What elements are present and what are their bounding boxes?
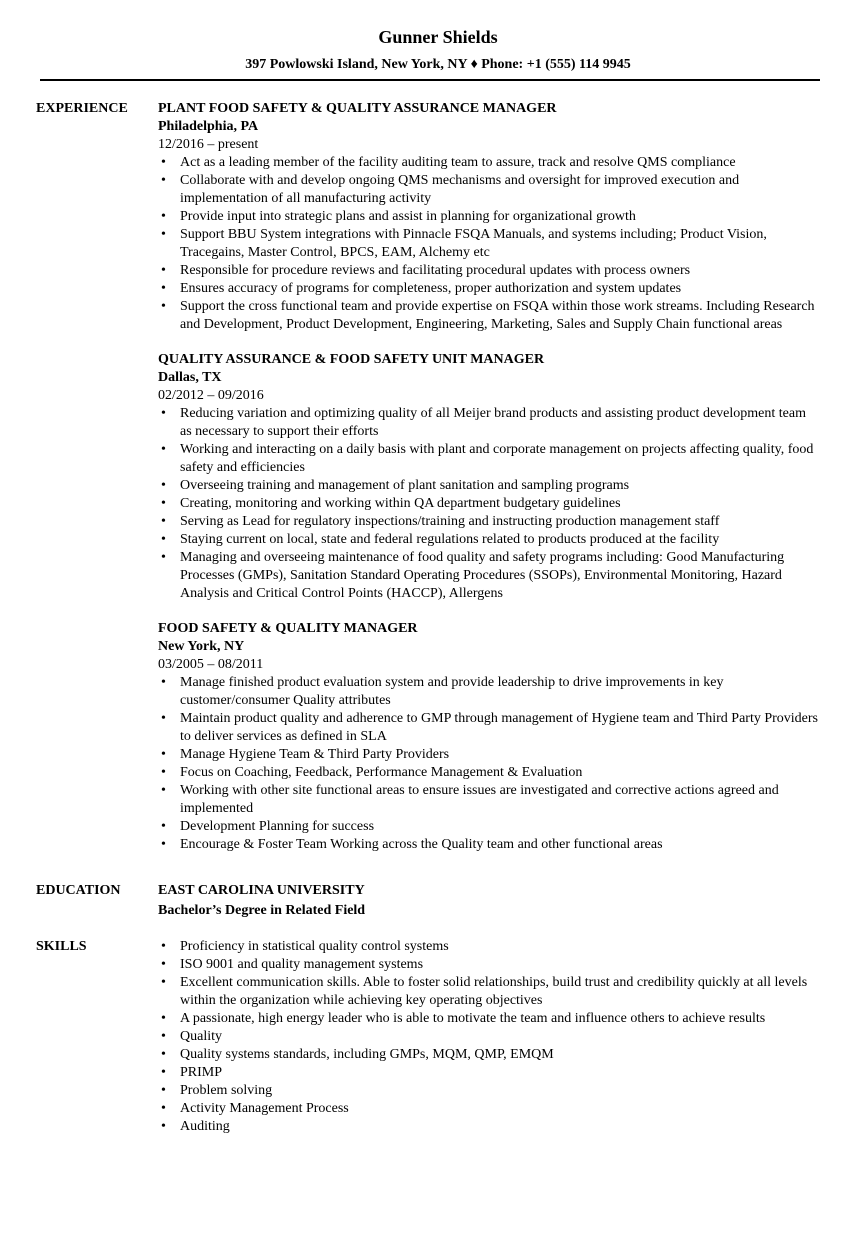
list-item: • Focus on Coaching, Feedback, Performance Management & Evaluation bbox=[158, 764, 820, 782]
job-title: PLANT FOOD SAFETY & QUALITY ASSURANCE MANAGER bbox=[158, 101, 557, 116]
job-entry bbox=[158, 351, 820, 603]
list-item: • Maintain product quality and adherence to GMP through management of Hygiene team and Third Party Providers to deliver services as defined in SLA bbox=[158, 710, 820, 746]
job-title: QUALITY ASSURANCE & FOOD SAFETY UNIT MANAGER bbox=[158, 352, 545, 367]
list-item: • A passionate, high energy leader who is able to motivate the team and influence others to achieve results bbox=[158, 1010, 820, 1028]
section-label-education: EDUCATION bbox=[36, 883, 121, 898]
job-location: Philadelphia, PA bbox=[158, 119, 259, 134]
list-item: • Support the cross functional team and provide expertise on FSQA within those work streams. Including Research and Development, Product Development, Engineering, Marketing, Sales and Supply Chain functional areas bbox=[158, 298, 820, 334]
degree-name: Bachelor’s Degree in Related Field bbox=[158, 903, 366, 918]
resume-header bbox=[36, 24, 820, 74]
section-label-skills: SKILLS bbox=[36, 939, 87, 954]
list-item: • Development Planning for success bbox=[158, 818, 820, 836]
job-entry bbox=[158, 620, 820, 854]
list-item: • Encourage & Foster Team Working across the Quality team and other functional areas bbox=[158, 836, 820, 854]
list-item: • Manage Hygiene Team & Third Party Providers bbox=[158, 746, 820, 764]
list-item: • Responsible for procedure reviews and facilitating procedural updates with process owners bbox=[158, 262, 820, 280]
job-title: FOOD SAFETY & QUALITY MANAGER bbox=[158, 621, 418, 636]
job-dates: 02/2012 – 09/2016 bbox=[158, 388, 264, 403]
list-item: • Working with other site functional areas to ensure issues are investigated and corrective actions agreed and implemented bbox=[158, 782, 820, 818]
job-location: New York, NY bbox=[158, 639, 245, 654]
list-item: • Ensures accuracy of programs for completeness, proper authorization and system updates bbox=[158, 280, 820, 298]
education-body bbox=[158, 882, 820, 920]
header-divider bbox=[40, 79, 820, 81]
list-item: • Collaborate with and develop ongoing QMS mechanisms and oversight for improved execution and implementation of all manufacturing activity bbox=[158, 172, 820, 208]
job-bullets bbox=[158, 154, 820, 334]
job-bullets bbox=[158, 674, 820, 854]
job-bullets bbox=[158, 405, 820, 603]
list-item: • Act as a leading member of the facility auditing team to assure, track and resolve QMS compliance bbox=[158, 154, 820, 172]
list-item: • Quality systems standards, including GMPs, MQM, QMP, EMQM bbox=[158, 1046, 820, 1064]
education-section bbox=[36, 882, 820, 920]
list-item: • Support BBU System integrations with Pinnacle FSQA Manuals, and systems including; Product Vision, Tracegains, Master Control, BPCS, EAM, Alchemy etc bbox=[158, 226, 820, 262]
list-item: • Activity Management Process bbox=[158, 1100, 820, 1118]
list-item: • Auditing bbox=[158, 1118, 820, 1136]
job-dates: 12/2016 – present bbox=[158, 137, 259, 152]
list-item: • Managing and overseeing maintenance of food quality and safety programs including: Good Manufacturing Processes (GMPs), Sanitation Standard Operating Procedures (SSOPs), Environmental Monitoring, Hazard Analysis and Critical Control Points (HACCP), Allergens bbox=[158, 549, 820, 603]
list-item: • Working and interacting on a daily basis with plant and corporate management on projects affecting quality, food safety and efficiencies bbox=[158, 441, 820, 477]
skills-section bbox=[36, 938, 820, 1136]
list-item: • Quality bbox=[158, 1028, 820, 1046]
list-item: • Creating, monitoring and working within QA department budgetary guidelines bbox=[158, 495, 820, 513]
list-item: • PRIMP bbox=[158, 1064, 820, 1082]
list-item: • Overseeing training and management of plant sanitation and sampling programs bbox=[158, 477, 820, 495]
list-item: • Serving as Lead for regulatory inspections/training and instructing production management staff bbox=[158, 513, 820, 531]
contact-line: 397 Powlowski Island, New York, NY ♦ Phone: +1 (555) 114 9945 bbox=[245, 57, 631, 72]
list-item: • Excellent communication skills. Able to foster solid relationships, build trust and credibility quickly at all levels within the organization while achieving key operating objectives bbox=[158, 974, 820, 1010]
list-item: • Problem solving bbox=[158, 1082, 820, 1100]
experience-section bbox=[36, 100, 820, 854]
list-item: • Manage finished product evaluation system and provide leadership to drive improvements in key customer/consumer Quality attributes bbox=[158, 674, 820, 710]
list-item: • Reducing variation and optimizing quality of all Meijer brand products and assisting product development team as necessary to support their efforts bbox=[158, 405, 820, 441]
list-item: • ISO 9001 and quality management systems bbox=[158, 956, 820, 974]
job-location: Dallas, TX bbox=[158, 370, 222, 385]
school-name: EAST CAROLINA UNIVERSITY bbox=[158, 883, 365, 898]
skills-list bbox=[158, 938, 820, 1136]
section-label-experience: EXPERIENCE bbox=[36, 101, 128, 116]
list-item: • Provide input into strategic plans and assist in planning for organizational growth bbox=[158, 208, 820, 226]
list-item: • Staying current on local, state and federal regulations related to products produced at the facility bbox=[158, 531, 820, 549]
skills-body bbox=[158, 938, 820, 1136]
list-item: • Proficiency in statistical quality control systems bbox=[158, 938, 820, 956]
experience-body bbox=[158, 100, 820, 854]
candidate-name: Gunner Shields bbox=[378, 27, 498, 47]
job-entry bbox=[158, 100, 820, 334]
job-dates: 03/2005 – 08/2011 bbox=[158, 657, 264, 672]
